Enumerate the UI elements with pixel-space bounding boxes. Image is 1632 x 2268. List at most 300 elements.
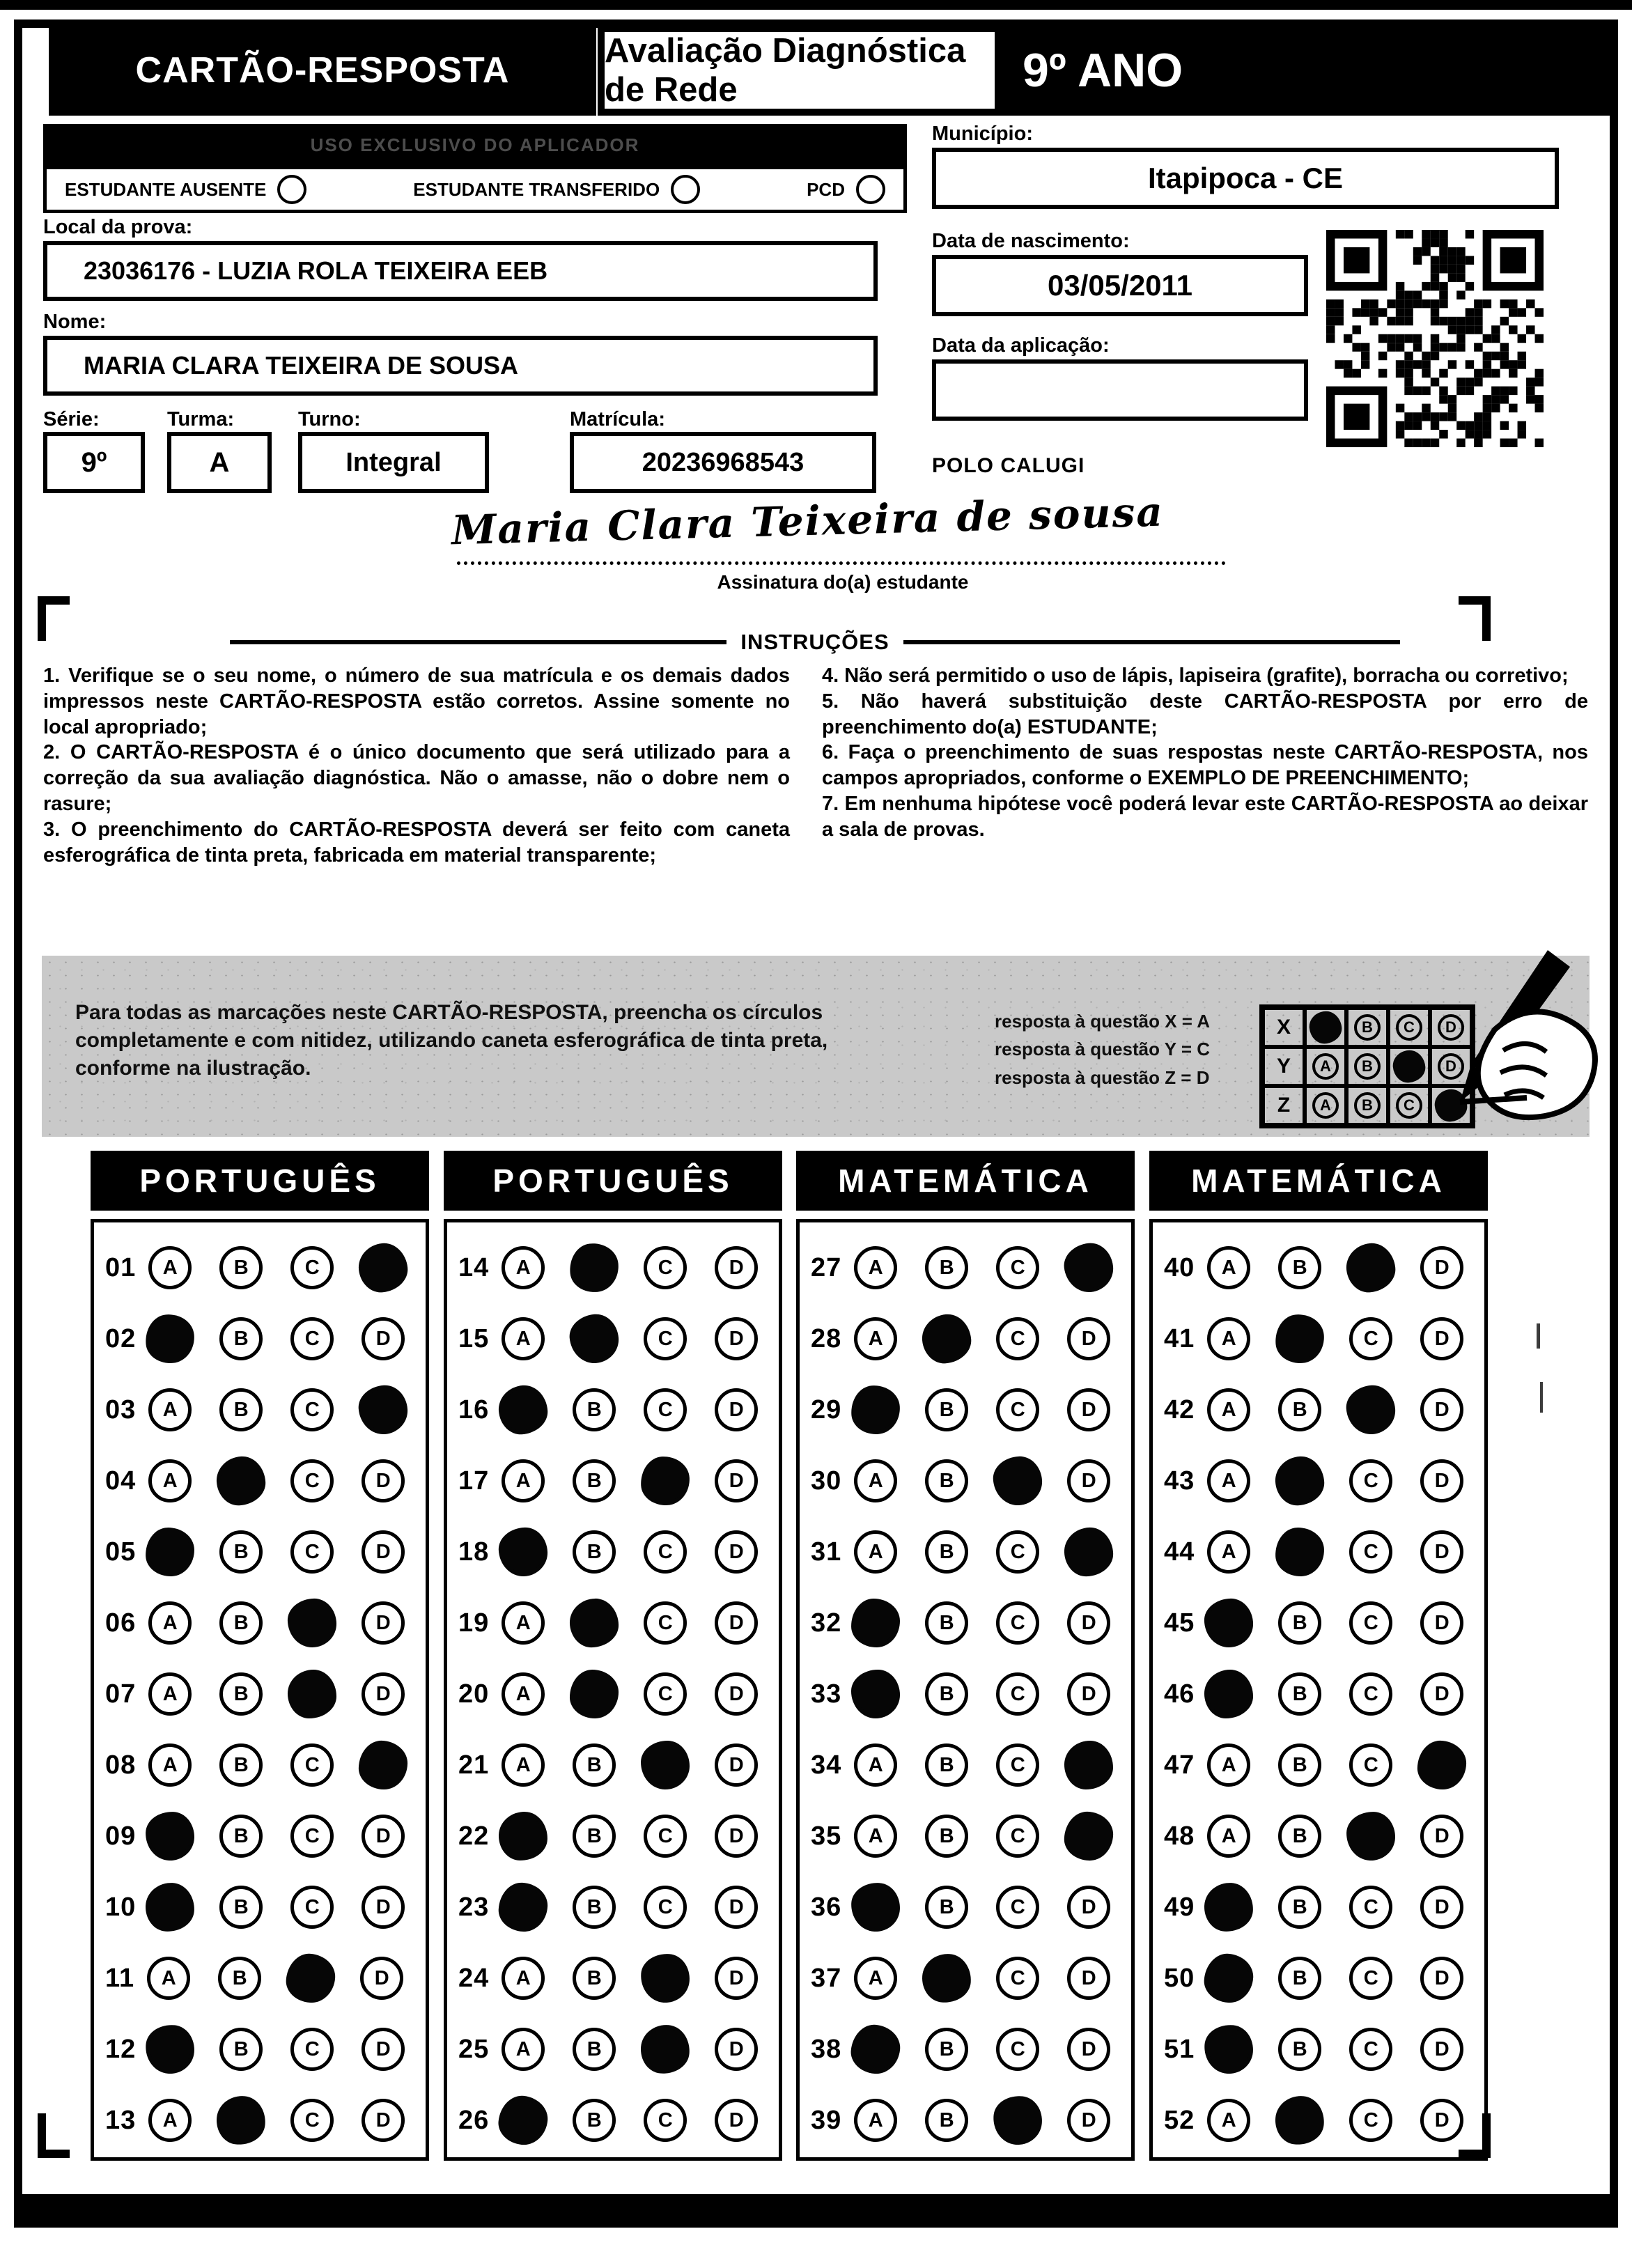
answer-bubble-46-A[interactable] [1204, 1670, 1253, 1718]
applicator-bar [43, 124, 907, 166]
answer-bubble-21-A[interactable]: A [502, 1743, 545, 1787]
answer-bubble-12-A[interactable] [143, 2023, 196, 2076]
answer-bubble-06-C[interactable] [288, 1598, 337, 1647]
answer-bubble-18-C[interactable]: C [644, 1530, 687, 1574]
answer-bubble-48-B[interactable]: B [1278, 1815, 1321, 1858]
answer-bubble-50-C[interactable]: C [1349, 1957, 1392, 2000]
answer-bubble-11-B[interactable]: B [218, 1957, 261, 2000]
answer-bubble-51-C[interactable]: C [1349, 2028, 1392, 2071]
question-row-45 [1153, 1587, 1484, 1659]
card-title: CARTÃO-RESPOSTA [135, 50, 510, 91]
example-legend-line: resposta à questão X = A [995, 1011, 1210, 1032]
answer-bubble-23-C[interactable]: C [644, 1886, 687, 1929]
answer-bubble-27-A[interactable]: A [854, 1246, 897, 1289]
answer-bubble-32-C[interactable]: C [996, 1601, 1039, 1645]
answer-bubble-37-C[interactable]: C [996, 1957, 1039, 2000]
answer-bubble-48-D[interactable]: D [1420, 1815, 1463, 1858]
example-legend-line: resposta à questão Z = D [995, 1066, 1210, 1088]
answer-bubble-25-C[interactable] [639, 2023, 692, 2076]
answer-bubble-28-B[interactable] [920, 1312, 973, 1365]
answer-bubble-12-C[interactable]: C [290, 2028, 334, 2071]
answer-bubble-02-C[interactable]: C [290, 1317, 334, 1360]
turma-field [167, 432, 272, 493]
answer-bubble-18-A[interactable] [498, 1527, 548, 1577]
answer-bubble-26-A[interactable] [497, 2094, 550, 2147]
answer-bubble-39-A[interactable]: A [854, 2099, 897, 2142]
answer-bubble-11-D[interactable]: D [360, 1957, 403, 2000]
answer-bubble-35-D[interactable] [1064, 1811, 1114, 1861]
answer-bubble-45-D[interactable]: D [1420, 1601, 1463, 1645]
answer-bubble-52-A[interactable]: A [1207, 2099, 1250, 2142]
answer-bubble-06-B[interactable]: B [219, 1601, 263, 1645]
corner-mark-bottom-left [38, 2113, 70, 2158]
answer-bubble-25-D[interactable]: D [715, 2028, 758, 2071]
answer-bubble-13-D[interactable]: D [362, 2099, 405, 2142]
answer-bubble-30-B[interactable]: B [925, 1459, 968, 1502]
answer-bubble-24-B[interactable]: B [573, 1957, 616, 2000]
question-row-08 [94, 1730, 426, 1801]
answer-bubble-02-B[interactable]: B [219, 1317, 263, 1360]
answer-bubble-49-C[interactable]: C [1349, 1886, 1392, 1929]
answer-bubble-47-A[interactable]: A [1207, 1743, 1250, 1787]
answer-bubble-52-B[interactable] [1273, 2094, 1327, 2147]
question-number: 37 [811, 1963, 842, 1993]
answer-bubble-18-B[interactable]: B [573, 1530, 616, 1574]
answer-bubble-32-A[interactable] [851, 1598, 901, 1647]
answer-bubble-26-D[interactable]: D [715, 2099, 758, 2142]
answer-bubble-30-D[interactable]: D [1067, 1459, 1110, 1502]
answer-bubble-48-A[interactable]: A [1207, 1815, 1250, 1858]
answer-bubble-09-D[interactable]: D [362, 1815, 405, 1858]
answer-bubble-17-C[interactable] [639, 1455, 691, 1507]
answer-bubble-32-D[interactable]: D [1067, 1601, 1110, 1645]
answer-bubble-14-C[interactable]: C [644, 1246, 687, 1289]
answer-bubble-07-C[interactable] [288, 1670, 336, 1718]
question-number: 25 [458, 2034, 490, 2064]
question-number: 44 [1164, 1537, 1195, 1567]
answer-bubble-26-B[interactable]: B [573, 2099, 616, 2142]
answer-bubble-14-B[interactable] [568, 1241, 621, 1295]
answer-bubble-32-B[interactable]: B [925, 1601, 968, 1645]
applicator-option-circle[interactable] [856, 175, 885, 204]
answer-bubble-46-C[interactable]: C [1349, 1672, 1392, 1716]
answer-bubble-42-D[interactable]: D [1420, 1388, 1463, 1431]
instructions-title-row [230, 630, 1400, 655]
signature-line[interactable] [457, 561, 1226, 565]
answer-bubble-09-C[interactable]: C [290, 1815, 334, 1858]
answer-bubble-25-B[interactable]: B [573, 2028, 616, 2071]
question-row-01 [94, 1232, 426, 1303]
answer-bubble-28-D[interactable]: D [1067, 1317, 1110, 1360]
question-number: 38 [811, 2034, 842, 2064]
answer-bubble-41-A[interactable]: A [1207, 1317, 1250, 1360]
answer-bubble-44-D[interactable]: D [1420, 1530, 1463, 1574]
answer-bubble-34-C[interactable]: C [996, 1743, 1039, 1787]
answer-bubble-49-A[interactable] [1203, 1881, 1254, 1933]
answer-bubble-19-A[interactable]: A [502, 1601, 545, 1645]
answer-bubble-05-B[interactable]: B [219, 1530, 263, 1574]
answer-bubble-20-D[interactable]: D [715, 1672, 758, 1716]
answer-bubble-08-A[interactable]: A [148, 1743, 192, 1787]
answer-bubble-30-A[interactable]: A [854, 1459, 897, 1502]
subject-header-2: MATEMÁTICA [796, 1151, 1135, 1211]
matricula-field [570, 432, 876, 493]
answer-bubble-15-B[interactable] [568, 1312, 621, 1365]
answer-bubble-27-C[interactable]: C [996, 1246, 1039, 1289]
answer-bubble-29-C[interactable]: C [996, 1388, 1039, 1431]
answer-bubble-23-B[interactable]: B [573, 1886, 616, 1929]
answer-bubble-06-A[interactable]: A [148, 1601, 192, 1645]
answer-bubble-01-B[interactable]: B [219, 1246, 263, 1289]
question-row-06 [94, 1587, 426, 1659]
question-number: 03 [105, 1395, 137, 1424]
answer-bubble-10-C[interactable]: C [290, 1886, 334, 1929]
question-number: 47 [1164, 1750, 1195, 1780]
answer-bubble-44-C[interactable]: C [1349, 1530, 1392, 1574]
answer-bubble-19-C[interactable]: C [644, 1601, 687, 1645]
answer-bubble-40-D[interactable]: D [1420, 1246, 1463, 1289]
answer-bubble-10-B[interactable]: B [219, 1886, 263, 1929]
matricula-label: Matrícula: [570, 408, 665, 430]
answer-bubble-22-D[interactable]: D [715, 1815, 758, 1858]
answer-bubble-38-C[interactable]: C [996, 2028, 1039, 2071]
answer-bubble-33-A[interactable] [851, 1670, 900, 1718]
polo-label: POLO CALUGI [932, 454, 1085, 477]
answer-bubble-37-B[interactable] [921, 1952, 973, 2005]
answer-bubble-41-C[interactable]: C [1349, 1317, 1392, 1360]
scan-edge-strip [0, 0, 1632, 10]
answer-bubble-23-D[interactable]: D [715, 1886, 758, 1929]
question-number: 15 [458, 1323, 490, 1353]
answer-bubble-35-B[interactable]: B [925, 1815, 968, 1858]
answer-bubble-06-D[interactable]: D [362, 1601, 405, 1645]
answer-bubble-47-B[interactable]: B [1278, 1743, 1321, 1787]
answer-bubble-22-C[interactable]: C [644, 1815, 687, 1858]
answer-bubble-47-C[interactable]: C [1349, 1743, 1392, 1787]
answer-bubble-51-A[interactable] [1202, 2023, 1255, 2076]
answer-bubble-46-D[interactable]: D [1420, 1672, 1463, 1716]
answer-bubble-09-B[interactable]: B [219, 1815, 263, 1858]
answer-bubble-03-C[interactable]: C [290, 1388, 334, 1431]
question-row-41 [1153, 1303, 1484, 1374]
local-da-prova-label: Local da prova: [43, 216, 193, 238]
answer-bubble-14-A[interactable]: A [502, 1246, 545, 1289]
answer-bubble-50-D[interactable]: D [1420, 1957, 1463, 2000]
answer-bubble-35-C[interactable]: C [996, 1815, 1039, 1858]
question-number: 06 [105, 1608, 137, 1638]
answer-bubble-31-A[interactable]: A [854, 1530, 897, 1574]
answer-bubble-17-D[interactable]: D [715, 1459, 758, 1502]
answer-bubble-24-D[interactable]: D [715, 1957, 758, 2000]
answer-bubble-16-D[interactable]: D [715, 1388, 758, 1431]
answer-bubble-22-B[interactable]: B [573, 1815, 616, 1858]
answer-bubble-24-C[interactable] [639, 1952, 692, 2005]
example-bubble-Z-C: C [1396, 1092, 1422, 1119]
answer-bubble-43-B[interactable] [1274, 1455, 1326, 1507]
answer-bubble-16-B[interactable]: B [573, 1388, 616, 1431]
instructions-right [822, 663, 1588, 843]
answer-bubble-33-D[interactable]: D [1067, 1672, 1110, 1716]
answer-grid-2 [796, 1219, 1135, 2161]
answer-bubble-49-D[interactable]: D [1420, 1886, 1463, 1929]
answer-bubble-21-C[interactable] [641, 1740, 690, 1789]
answer-bubble-13-A[interactable]: A [148, 2099, 192, 2142]
question-number: 13 [105, 2105, 137, 2135]
subject-header-1: PORTUGUÊS [444, 1151, 782, 1211]
answer-bubble-39-B[interactable]: B [925, 2099, 968, 2142]
grade-box [1002, 25, 1610, 116]
answer-bubble-05-C[interactable]: C [290, 1530, 334, 1574]
answer-bubble-16-C[interactable]: C [644, 1388, 687, 1431]
answer-bubble-08-D[interactable] [359, 1740, 408, 1789]
municipio-label: Município: [932, 123, 1033, 145]
question-row-50 [1153, 1943, 1484, 2014]
example-bubble-X-A [1308, 1010, 1343, 1045]
answer-bubble-01-C[interactable]: C [290, 1246, 334, 1289]
question-row-05 [94, 1516, 426, 1587]
answer-bubble-45-B[interactable]: B [1278, 1601, 1321, 1645]
question-number: 30 [811, 1466, 842, 1496]
answer-bubble-28-A[interactable]: A [854, 1317, 897, 1360]
answer-bubble-04-A[interactable]: A [148, 1459, 192, 1502]
question-row-49 [1153, 1872, 1484, 1943]
answer-bubble-04-D[interactable]: D [362, 1459, 405, 1502]
question-row-12 [94, 2014, 426, 2085]
answer-bubble-44-B[interactable] [1275, 1527, 1325, 1577]
question-number: 34 [811, 1750, 842, 1780]
answer-bubble-38-B[interactable]: B [925, 2028, 968, 2071]
answer-bubble-21-B[interactable]: B [573, 1743, 616, 1787]
answer-bubble-47-D[interactable] [1417, 1740, 1467, 1789]
question-row-25 [447, 2014, 779, 2085]
answer-bubble-03-A[interactable]: A [148, 1388, 192, 1431]
answer-bubble-33-B[interactable]: B [925, 1672, 968, 1716]
answer-bubble-14-D[interactable]: D [715, 1246, 758, 1289]
answer-grid-1 [444, 1219, 782, 2161]
answer-bubble-08-B[interactable]: B [219, 1743, 263, 1787]
answer-bubble-45-C[interactable]: C [1349, 1601, 1392, 1645]
answer-bubble-36-A[interactable] [850, 1881, 901, 1933]
question-row-38 [800, 2014, 1131, 2085]
answer-bubble-20-C[interactable]: C [644, 1672, 687, 1716]
answer-bubble-50-B[interactable]: B [1278, 1957, 1321, 2000]
answer-bubble-50-A[interactable] [1203, 1952, 1255, 2005]
local-da-prova-value: 23036176 - LUZIA ROLA TEIXEIRA EEB [84, 256, 548, 285]
subject-header-3: MATEMÁTICA [1149, 1151, 1488, 1211]
question-row-19 [447, 1587, 779, 1659]
question-row-24 [447, 1943, 779, 2014]
answer-bubble-29-B[interactable]: B [925, 1388, 968, 1431]
example-row-label: Y [1263, 1047, 1305, 1086]
answer-bubble-23-A[interactable] [497, 1881, 549, 1933]
question-row-10 [94, 1872, 426, 1943]
answer-bubble-40-A[interactable]: A [1207, 1246, 1250, 1289]
answer-bubble-43-C[interactable]: C [1349, 1459, 1392, 1502]
question-row-51 [1153, 2014, 1484, 2085]
answer-bubble-05-D[interactable]: D [362, 1530, 405, 1574]
answer-bubble-42-A[interactable]: A [1207, 1388, 1250, 1431]
answer-bubble-33-C[interactable]: C [996, 1672, 1039, 1716]
question-row-21 [447, 1730, 779, 1801]
answer-bubble-31-B[interactable]: B [925, 1530, 968, 1574]
answer-bubble-18-D[interactable]: D [715, 1530, 758, 1574]
answer-bubble-31-C[interactable]: C [996, 1530, 1039, 1574]
answer-bubble-25-A[interactable]: A [502, 2028, 545, 2071]
instructions-left [43, 663, 790, 869]
question-number: 05 [105, 1537, 137, 1567]
answer-bubble-12-D[interactable]: D [362, 2028, 405, 2071]
answer-bubble-49-B[interactable]: B [1278, 1886, 1321, 1929]
answer-bubble-13-B[interactable] [215, 2094, 268, 2147]
answer-bubble-12-B[interactable]: B [219, 2028, 263, 2071]
answer-bubble-01-A[interactable]: A [148, 1246, 192, 1289]
question-row-03 [94, 1374, 426, 1445]
question-row-34 [800, 1730, 1131, 1801]
answer-bubble-03-B[interactable]: B [219, 1388, 263, 1431]
answer-bubble-36-C[interactable]: C [996, 1886, 1039, 1929]
answer-bubble-39-C[interactable] [991, 2094, 1045, 2147]
answer-bubble-13-C[interactable]: C [290, 2099, 334, 2142]
question-number: 26 [458, 2105, 490, 2135]
answer-bubble-15-A[interactable]: A [502, 1317, 545, 1360]
data-nascimento-field [932, 255, 1308, 316]
answer-bubble-07-D[interactable]: D [362, 1672, 405, 1716]
answer-bubble-08-C[interactable]: C [290, 1743, 334, 1787]
stray-scan-mark [1540, 1382, 1543, 1413]
question-number: 04 [105, 1466, 137, 1496]
answer-bubble-04-C[interactable]: C [290, 1459, 334, 1502]
answer-grid-0 [91, 1219, 429, 2161]
corner-mark-top-left [38, 596, 70, 641]
serie-field [43, 432, 145, 493]
answer-bubble-15-D[interactable]: D [715, 1317, 758, 1360]
data-nascimento-label: Data de nascimento: [932, 230, 1130, 252]
question-number: 18 [458, 1537, 490, 1567]
answer-bubble-43-D[interactable]: D [1420, 1459, 1463, 1502]
turma-value: A [209, 446, 230, 478]
question-number: 52 [1164, 2105, 1195, 2135]
answer-bubble-28-C[interactable]: C [996, 1317, 1039, 1360]
answer-bubble-11-A[interactable]: A [147, 1957, 190, 2000]
answer-bubble-34-D[interactable] [1064, 1740, 1114, 1789]
exam-title-box [598, 25, 1002, 116]
answer-bubble-27-D[interactable] [1062, 1241, 1116, 1295]
answer-bubble-07-B[interactable]: B [219, 1672, 263, 1716]
answer-bubble-09-A[interactable] [145, 1811, 195, 1861]
answer-bubble-45-A[interactable] [1204, 1598, 1254, 1647]
applicator-option-circle[interactable] [277, 175, 306, 204]
answer-bubble-29-D[interactable]: D [1067, 1388, 1110, 1431]
answer-bubble-01-D[interactable] [357, 1241, 410, 1295]
answer-bubble-30-C[interactable] [992, 1455, 1043, 1507]
answer-bubble-21-D[interactable]: D [715, 1743, 758, 1787]
question-row-32 [800, 1587, 1131, 1659]
answer-bubble-15-C[interactable]: C [644, 1317, 687, 1360]
answer-bubble-10-A[interactable] [144, 1881, 196, 1933]
answer-bubble-26-C[interactable]: C [644, 2099, 687, 2142]
serie-label: Série: [43, 408, 100, 430]
answer-bubble-02-D[interactable]: D [362, 1317, 405, 1360]
answer-bubble-16-A[interactable] [497, 1384, 550, 1436]
answer-bubble-02-A[interactable] [143, 1312, 196, 1365]
answer-bubble-36-B[interactable]: B [925, 1886, 968, 1929]
answer-bubble-51-D[interactable]: D [1420, 2028, 1463, 2071]
answer-bubble-31-D[interactable] [1064, 1527, 1114, 1577]
question-number: 50 [1164, 1963, 1195, 1993]
answer-bubble-04-B[interactable] [215, 1455, 267, 1507]
question-row-44 [1153, 1516, 1484, 1587]
answer-bubble-07-A[interactable]: A [148, 1672, 192, 1716]
question-number: 16 [458, 1395, 490, 1424]
answer-bubble-48-C[interactable] [1346, 1811, 1396, 1861]
question-number: 46 [1164, 1679, 1195, 1709]
question-row-40 [1153, 1232, 1484, 1303]
data-nascimento-value: 03/05/2011 [1048, 269, 1192, 302]
answer-bubble-40-B[interactable]: B [1278, 1246, 1321, 1289]
answer-bubble-10-D[interactable]: D [362, 1886, 405, 1929]
answer-bubble-41-B[interactable] [1273, 1312, 1326, 1365]
data-aplicacao-label: Data da aplicação: [932, 334, 1110, 357]
answer-bubble-05-A[interactable] [145, 1527, 195, 1577]
applicator-options [43, 166, 907, 213]
answer-bubble-42-B[interactable]: B [1278, 1388, 1321, 1431]
answer-bubble-44-A[interactable]: A [1207, 1530, 1250, 1574]
answer-bubble-35-A[interactable]: A [854, 1815, 897, 1858]
answer-bubble-34-A[interactable]: A [854, 1743, 897, 1787]
answer-bubble-27-B[interactable]: B [925, 1246, 968, 1289]
hand-with-pen-illustration [1411, 946, 1606, 1140]
question-row-26 [447, 2085, 779, 2156]
answer-bubble-17-B[interactable]: B [573, 1459, 616, 1502]
answer-bubble-34-B[interactable]: B [925, 1743, 968, 1787]
answer-bubble-43-A[interactable]: A [1207, 1459, 1250, 1502]
example-bubble-Y-A: A [1312, 1053, 1339, 1080]
question-number: 35 [811, 1821, 842, 1851]
answer-bubble-36-D[interactable]: D [1067, 1886, 1110, 1929]
question-row-09 [94, 1801, 426, 1872]
question-row-16 [447, 1374, 779, 1445]
answer-bubble-46-B[interactable]: B [1278, 1672, 1321, 1716]
answer-bubble-51-B[interactable]: B [1278, 2028, 1321, 2071]
answer-bubble-37-A[interactable]: A [854, 1957, 897, 2000]
answer-bubble-20-B[interactable] [570, 1670, 619, 1718]
answer-bubble-29-A[interactable] [850, 1384, 902, 1436]
answer-bubble-03-D[interactable] [357, 1384, 410, 1436]
instruction-item: 4. Não será permitido o uso de lápis, lapiseira (grafite), borracha ou corretivo; [822, 665, 1569, 687]
answer-bubble-20-A[interactable]: A [502, 1672, 545, 1716]
example-grid-cell [1305, 1047, 1346, 1086]
answer-bubble-37-D[interactable]: D [1067, 1957, 1110, 2000]
answer-bubble-17-A[interactable]: A [502, 1459, 545, 1502]
answer-bubble-24-A[interactable]: A [502, 1957, 545, 2000]
answer-bubble-52-D[interactable]: D [1420, 2099, 1463, 2142]
answer-bubble-19-B[interactable] [570, 1598, 619, 1647]
turma-label: Turma: [167, 408, 235, 430]
instruction-item: 5. Não haverá substituição deste CARTÃO-RESPOSTA por erro de preenchimento do(a) ESTUDANTE; [822, 690, 1588, 738]
answer-bubble-40-C[interactable] [1344, 1241, 1398, 1295]
answer-bubble-22-A[interactable] [498, 1811, 548, 1861]
answer-bubble-19-D[interactable]: D [715, 1601, 758, 1645]
answer-bubble-38-A[interactable] [849, 2023, 902, 2076]
question-number: 08 [105, 1750, 137, 1780]
answer-bubble-41-D[interactable]: D [1420, 1317, 1463, 1360]
answer-bubble-39-D[interactable]: D [1067, 2099, 1110, 2142]
answer-bubble-42-C[interactable] [1345, 1384, 1397, 1436]
applicator-option-circle[interactable] [671, 175, 700, 204]
answer-bubble-11-C[interactable] [285, 1952, 337, 2005]
answer-bubble-52-C[interactable]: C [1349, 2099, 1392, 2142]
answer-bubble-38-D[interactable]: D [1067, 2028, 1110, 2071]
